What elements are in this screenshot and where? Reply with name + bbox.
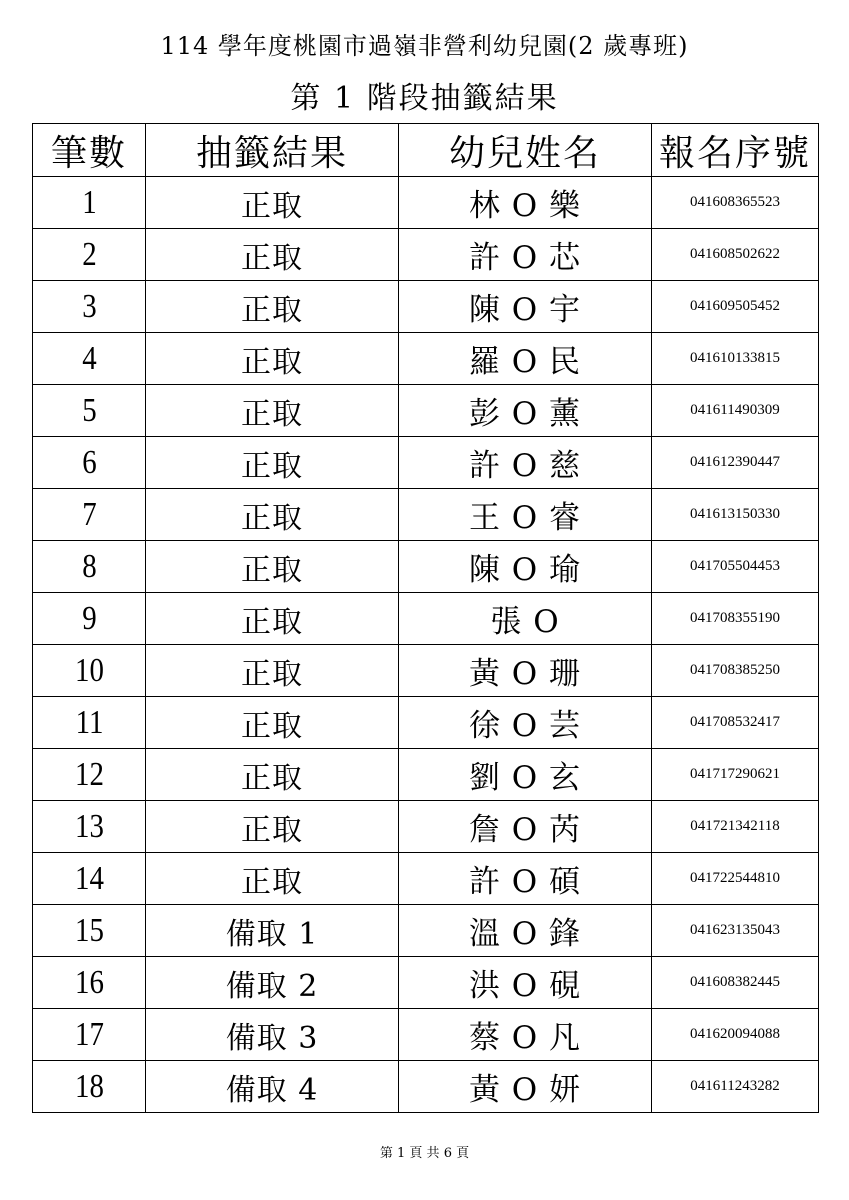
row-child-name: 劉 O 玄: [399, 749, 652, 801]
row-child-name: 王 O 睿: [399, 489, 652, 541]
row-result: 正取: [146, 645, 399, 697]
row-result: 正取: [146, 177, 399, 229]
header-result: 抽籤結果: [146, 124, 399, 177]
row-count: 3: [41, 281, 137, 333]
row-child-name: 許 O 芯: [399, 229, 652, 281]
row-child-name: 許 O 慈: [399, 437, 652, 489]
row-count: 6: [41, 437, 137, 489]
row-count: 12: [41, 749, 137, 801]
row-registration-number: 041611243282: [652, 1061, 819, 1113]
row-result: 正取: [146, 749, 399, 801]
row-registration-number: 041708385250: [652, 645, 819, 697]
table-row: [33, 957, 819, 1009]
row-child-name: 蔡 O 凡: [399, 1009, 652, 1061]
table-row: [33, 593, 819, 645]
row-child-name: 徐 O 芸: [399, 697, 652, 749]
row-registration-number: 041608502622: [652, 229, 819, 281]
row-result: 正取: [146, 801, 399, 853]
row-registration-number: 041608382445: [652, 957, 819, 1009]
row-count: 8: [41, 541, 137, 593]
row-registration-number: 041722544810: [652, 853, 819, 905]
row-count: 13: [41, 801, 137, 853]
row-result: 備取 3: [146, 1009, 399, 1061]
row-count: 15: [41, 905, 137, 957]
row-count: 11: [41, 697, 137, 749]
row-registration-number: 041608365523: [652, 177, 819, 229]
header-registration-number: 報名序號: [652, 124, 819, 177]
table-row: [33, 697, 819, 749]
results-body: [33, 177, 819, 1113]
lottery-results-table: [32, 123, 819, 1113]
row-registration-number: 041708355190: [652, 593, 819, 645]
row-child-name: 黃 O 珊: [399, 645, 652, 697]
header-count: 筆數: [33, 124, 146, 177]
row-child-name: 林 O 樂: [399, 177, 652, 229]
row-child-name: 陳 O 宇: [399, 281, 652, 333]
row-result: 正取: [146, 697, 399, 749]
row-count: 16: [41, 957, 137, 1009]
row-registration-number: 041609505452: [652, 281, 819, 333]
row-child-name: 溫 O 鋒: [399, 905, 652, 957]
row-result: 正取: [146, 593, 399, 645]
table-row: [33, 229, 819, 281]
row-registration-number: 041623135043: [652, 905, 819, 957]
row-count: 10: [41, 645, 137, 697]
row-count: 5: [41, 385, 137, 437]
row-result: 正取: [146, 541, 399, 593]
document-subtitle: 第 1 階段抽籤結果: [290, 81, 559, 116]
row-child-name: 羅 O 民: [399, 333, 652, 385]
table-row: [33, 489, 819, 541]
header-child-name: 幼兒姓名: [399, 124, 652, 177]
row-child-name: 彭 O 薰: [399, 385, 652, 437]
row-registration-number: 041717290621: [652, 749, 819, 801]
row-count: 1: [41, 177, 137, 229]
row-count: 4: [41, 333, 137, 385]
table-row: [33, 437, 819, 489]
row-result: 正取: [146, 333, 399, 385]
table-row: [33, 749, 819, 801]
row-child-name: 詹 O 芮: [399, 801, 652, 853]
document-title: 114 學年度桃園市過嶺非營利幼兒園(2 歲專班): [160, 32, 689, 60]
table-row: [33, 905, 819, 957]
row-child-name: 陳 O 瑜: [399, 541, 652, 593]
row-registration-number: 041611490309: [652, 385, 819, 437]
page-number: 第 1 頁 共 6 頁: [379, 1146, 470, 1161]
row-child-name: 洪 O 硯: [399, 957, 652, 1009]
row-result: 正取: [146, 385, 399, 437]
row-registration-number: 041613150330: [652, 489, 819, 541]
row-registration-number: 041610133815: [652, 333, 819, 385]
row-registration-number: 041705504453: [652, 541, 819, 593]
header-row: [33, 124, 819, 177]
row-count: 14: [41, 853, 137, 905]
row-child-name: 黃 O 妍: [399, 1061, 652, 1113]
row-result: 正取: [146, 853, 399, 905]
table-row: [33, 281, 819, 333]
table-row: [33, 801, 819, 853]
row-child-name: 許 O 碩: [399, 853, 652, 905]
row-result: 正取: [146, 437, 399, 489]
row-registration-number: 041708532417: [652, 697, 819, 749]
row-count: 7: [41, 489, 137, 541]
table-row: [33, 853, 819, 905]
table-row: [33, 1009, 819, 1061]
row-result: 備取 1: [146, 905, 399, 957]
row-result: 備取 2: [146, 957, 399, 1009]
row-result: 正取: [146, 229, 399, 281]
row-count: 9: [41, 593, 137, 645]
row-result: 備取 4: [146, 1061, 399, 1113]
row-count: 18: [41, 1061, 137, 1113]
row-registration-number: 041620094088: [652, 1009, 819, 1061]
table-row: [33, 541, 819, 593]
row-count: 17: [41, 1009, 137, 1061]
row-registration-number: 041721342118: [652, 801, 819, 853]
row-registration-number: 041612390447: [652, 437, 819, 489]
row-result: 正取: [146, 281, 399, 333]
table-row: [33, 177, 819, 229]
row-child-name: 張 O: [399, 593, 652, 645]
table-row: [33, 385, 819, 437]
row-result: 正取: [146, 489, 399, 541]
row-count: 2: [41, 229, 137, 281]
table-row: [33, 333, 819, 385]
table-row: [33, 645, 819, 697]
table-row: [33, 1061, 819, 1113]
